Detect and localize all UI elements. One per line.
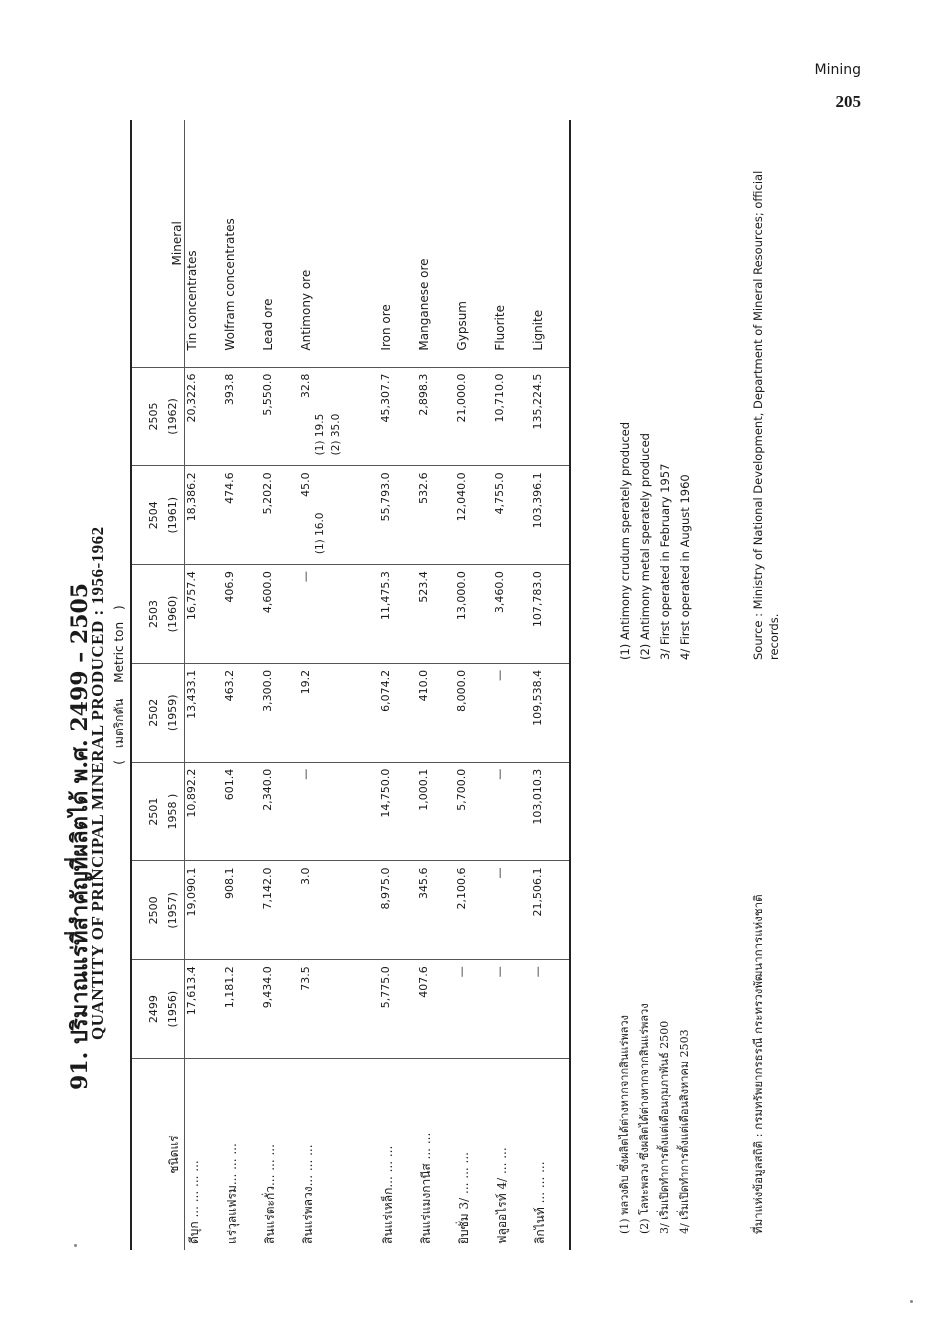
row-label-thai: สินแร่พลวง... ... ... [301,1144,315,1244]
cell-value: 45.0 [299,472,312,497]
footnote-thai: (1) พลวงดิบ ซึ่งผลิตได้ต่างหากจากสินแร่พลวง [618,1015,631,1234]
cell-value: 463.2 [223,663,261,762]
cell-value-with-subvalues [299,466,379,565]
column-header-year-ce: (1962) [160,367,185,466]
column-header-year-be: 2499 [131,960,160,1059]
row-label-thai: ลิกไนท์ ... ... ... [533,1161,547,1244]
footnotes-thai [615,1003,695,1234]
cell-value: 4,600.0 [261,565,299,664]
row-label-english: Gypsum [455,120,493,367]
cell-value: 3,460.0 [493,565,531,664]
unit-paren-open: ( [112,760,126,765]
cell-value: 407.6 [417,960,455,1059]
row-label-thai: สินแร่แมงกานีส ... ... [419,1132,433,1244]
cell-value: 6,074.2 [379,663,417,762]
column-header-year-ce: (1957) [160,861,185,960]
cell-value: — [493,861,531,960]
cell-value: 103,010.3 [531,762,570,861]
column-header-year-be: 2503 [131,565,160,664]
cell-value: 55,793.0 [379,466,417,565]
table-row-lignite [531,120,570,1250]
cell-value: 5,202.0 [261,466,299,565]
cell-value: 19.2 [299,663,379,762]
cell-value: 16,757.4 [185,565,224,664]
running-header-section: Mining [814,62,861,78]
table-row-lead [261,120,299,1250]
row-label-english: Antimony ore [299,120,379,367]
cell-value: 10,710.0 [493,367,531,466]
column-header-year-ce: (1959) [160,663,185,762]
table-row-tin [185,120,224,1250]
cell-value: 32.8 [299,373,312,399]
cell-value: 13,433.1 [185,663,224,762]
row-label-english: Tin concentrates [185,120,224,367]
cell-value: 13,000.0 [455,565,493,664]
cell-value: 4,755.0 [493,466,531,565]
table-row-iron [379,120,417,1250]
cell-value: 14,750.0 [379,762,417,861]
column-header-year-be: 2501 [131,762,160,861]
cell-value: 532.6 [417,466,455,565]
cell-subvalue: (1) 16.0 [314,512,326,555]
footnote-thai: 4/ เริ่มเปิดทำการตั้งแต่เดือนสิงหาคม 2503 [678,1029,691,1234]
cell-value: 1,000.1 [417,762,455,861]
cell-value: 410.0 [417,663,455,762]
cell-value: 11,475.3 [379,565,417,664]
row-label-english: Wolfram concentrates [223,120,261,367]
footnote-english: (1) Antimony crudum sperately produced [618,421,632,660]
cell-value: 474.6 [223,466,261,565]
column-header-year-ce: (1956) [160,960,185,1059]
column-header-year-be: 2502 [131,663,160,762]
unit-thai: เมตริกตัน [112,698,126,749]
cell-value: 393.8 [223,367,261,466]
column-header-mineral: Mineral [131,120,185,367]
table-title-english: QUANTITY OF PRINCIPAL MINERAL PRODUCED : 1956-1962 [88,526,107,1040]
column-header-thai-mineral: ชนิดแร่ [167,1135,181,1174]
row-label-english: Manganese ore [417,120,455,367]
row-label-thai: แร่วุลแฟรม... ... ... [225,1143,239,1244]
cell-value: 20,322.6 [185,367,224,466]
scan-speck [910,1300,913,1303]
cell-value: 3,300.0 [261,663,299,762]
cell-value: 5,550.0 [261,367,299,466]
table-row-fluorite [493,120,531,1250]
cell-value: 107,783.0 [531,565,570,664]
footnote-thai: 3/ เริ่มเปิดทำการตั้งแต่เดือนกุมภาพันธ์ 2500 [658,1020,671,1234]
column-header-year-be: 2500 [131,861,160,960]
header-row-be-years [131,120,160,1250]
footnote-english: 3/ First operated in February 1957 [658,463,672,660]
cell-value: 12,040.0 [455,466,493,565]
column-header-year-ce: 1958 ) [160,762,185,861]
cell-value: 523.4 [417,565,455,664]
cell-value: — [493,663,531,762]
cell-value: 103,396.1 [531,466,570,565]
cell-value: 1,181.2 [223,960,261,1059]
cell-value: 73.5 [299,960,379,1059]
column-header-year-ce: (1960) [160,565,185,664]
footnote-english: (2) Antimony metal sperately produced [638,433,652,660]
cell-value: 19,090.1 [185,861,224,960]
cell-value: 2,898.3 [417,367,455,466]
row-label-thai: ฟลูออไรท์ 4/ ... ... [495,1147,509,1244]
cell-value: 18,386.2 [185,466,224,565]
table-title-thai: 91. ปริมาณแร่ที่สำคัญที่ผลิตได้ พ.ศ. 2499 – 2505 [67,582,93,1090]
table-row-gypsum [455,120,493,1250]
source-english: Source : Ministry of National Development, Department of Mineral Resources; official records. [751,170,781,660]
cell-value-with-subvalues [299,367,379,466]
cell-value: 2,100.6 [455,861,493,960]
source-thai: ที่มาแห่งข้อมูลสถิติ : กรมทรัพยากรธรณี กระทรวงพัฒนาการแห่งชาติ [751,894,765,1234]
rotated-table-page [60,120,870,1250]
footnotes-english [615,422,695,660]
cell-value: — [299,762,379,861]
unit-label [110,120,129,1250]
cell-value: 17,613.4 [185,960,224,1059]
row-label-thai: สินแร่ตะกั่ว... ... ... [263,1144,277,1244]
unit-english: Metric ton [112,621,126,683]
row-label-thai: สินแร่เหล็ก... ... ... [381,1145,395,1244]
cell-value: — [531,960,570,1059]
cell-value: 21,506.1 [531,861,570,960]
cell-value: 8,000.0 [455,663,493,762]
footnote-thai: (2) โลหะพลวง ซึ่งผลิตได้ต่างหากจากสินแร่พลวง [638,1003,651,1234]
row-label-english: Lignite [531,120,570,367]
cell-value: 21,000.0 [455,367,493,466]
page-number: 205 [835,92,861,111]
cell-value: 2,340.0 [261,762,299,861]
column-header-year-be: 2505 [131,367,160,466]
cell-value: 10,892.2 [185,762,224,861]
cell-subvalue: (2) 35.0 [330,413,342,456]
cell-value: 9,434.0 [261,960,299,1059]
table-row-wolfram [223,120,261,1250]
row-label-thai: ยิบซั่ม 3/ ... ... ... [457,1152,471,1244]
row-label-english: Fluorite [493,120,531,367]
row-label-thai: ดีบุก ... ... ... ... [187,1160,201,1244]
cell-value: 908.1 [223,861,261,960]
footnote-english: 4/ First operated in August 1960 [678,474,692,660]
cell-subvalue: (1) 19.5 [314,413,326,456]
cell-value: 109,538.4 [531,663,570,762]
cell-value: 135,224.5 [531,367,570,466]
cell-value: 601.4 [223,762,261,861]
table-row-manganese [417,120,455,1250]
cell-value: 3.0 [299,861,379,960]
row-label-english: Iron ore [379,120,417,367]
cell-value: — [493,762,531,861]
cell-value: — [455,960,493,1059]
mineral-production-table [130,120,571,1250]
cell-value: 5,775.0 [379,960,417,1059]
cell-value: 7,142.0 [261,861,299,960]
cell-value: 45,307.7 [379,367,417,466]
row-label-english: Lead ore [261,120,299,367]
unit-paren-close: ) [112,605,126,610]
cell-value: 406.9 [223,565,261,664]
column-header-year-be: 2504 [131,466,160,565]
cell-value: 5,700.0 [455,762,493,861]
cell-value: 8,975.0 [379,861,417,960]
cell-value: 345.6 [417,861,455,960]
column-header-year-ce: (1961) [160,466,185,565]
cell-value: — [493,960,531,1059]
table-row-antimony [299,120,379,1250]
scan-speck [74,1244,77,1247]
cell-value: — [299,565,379,664]
